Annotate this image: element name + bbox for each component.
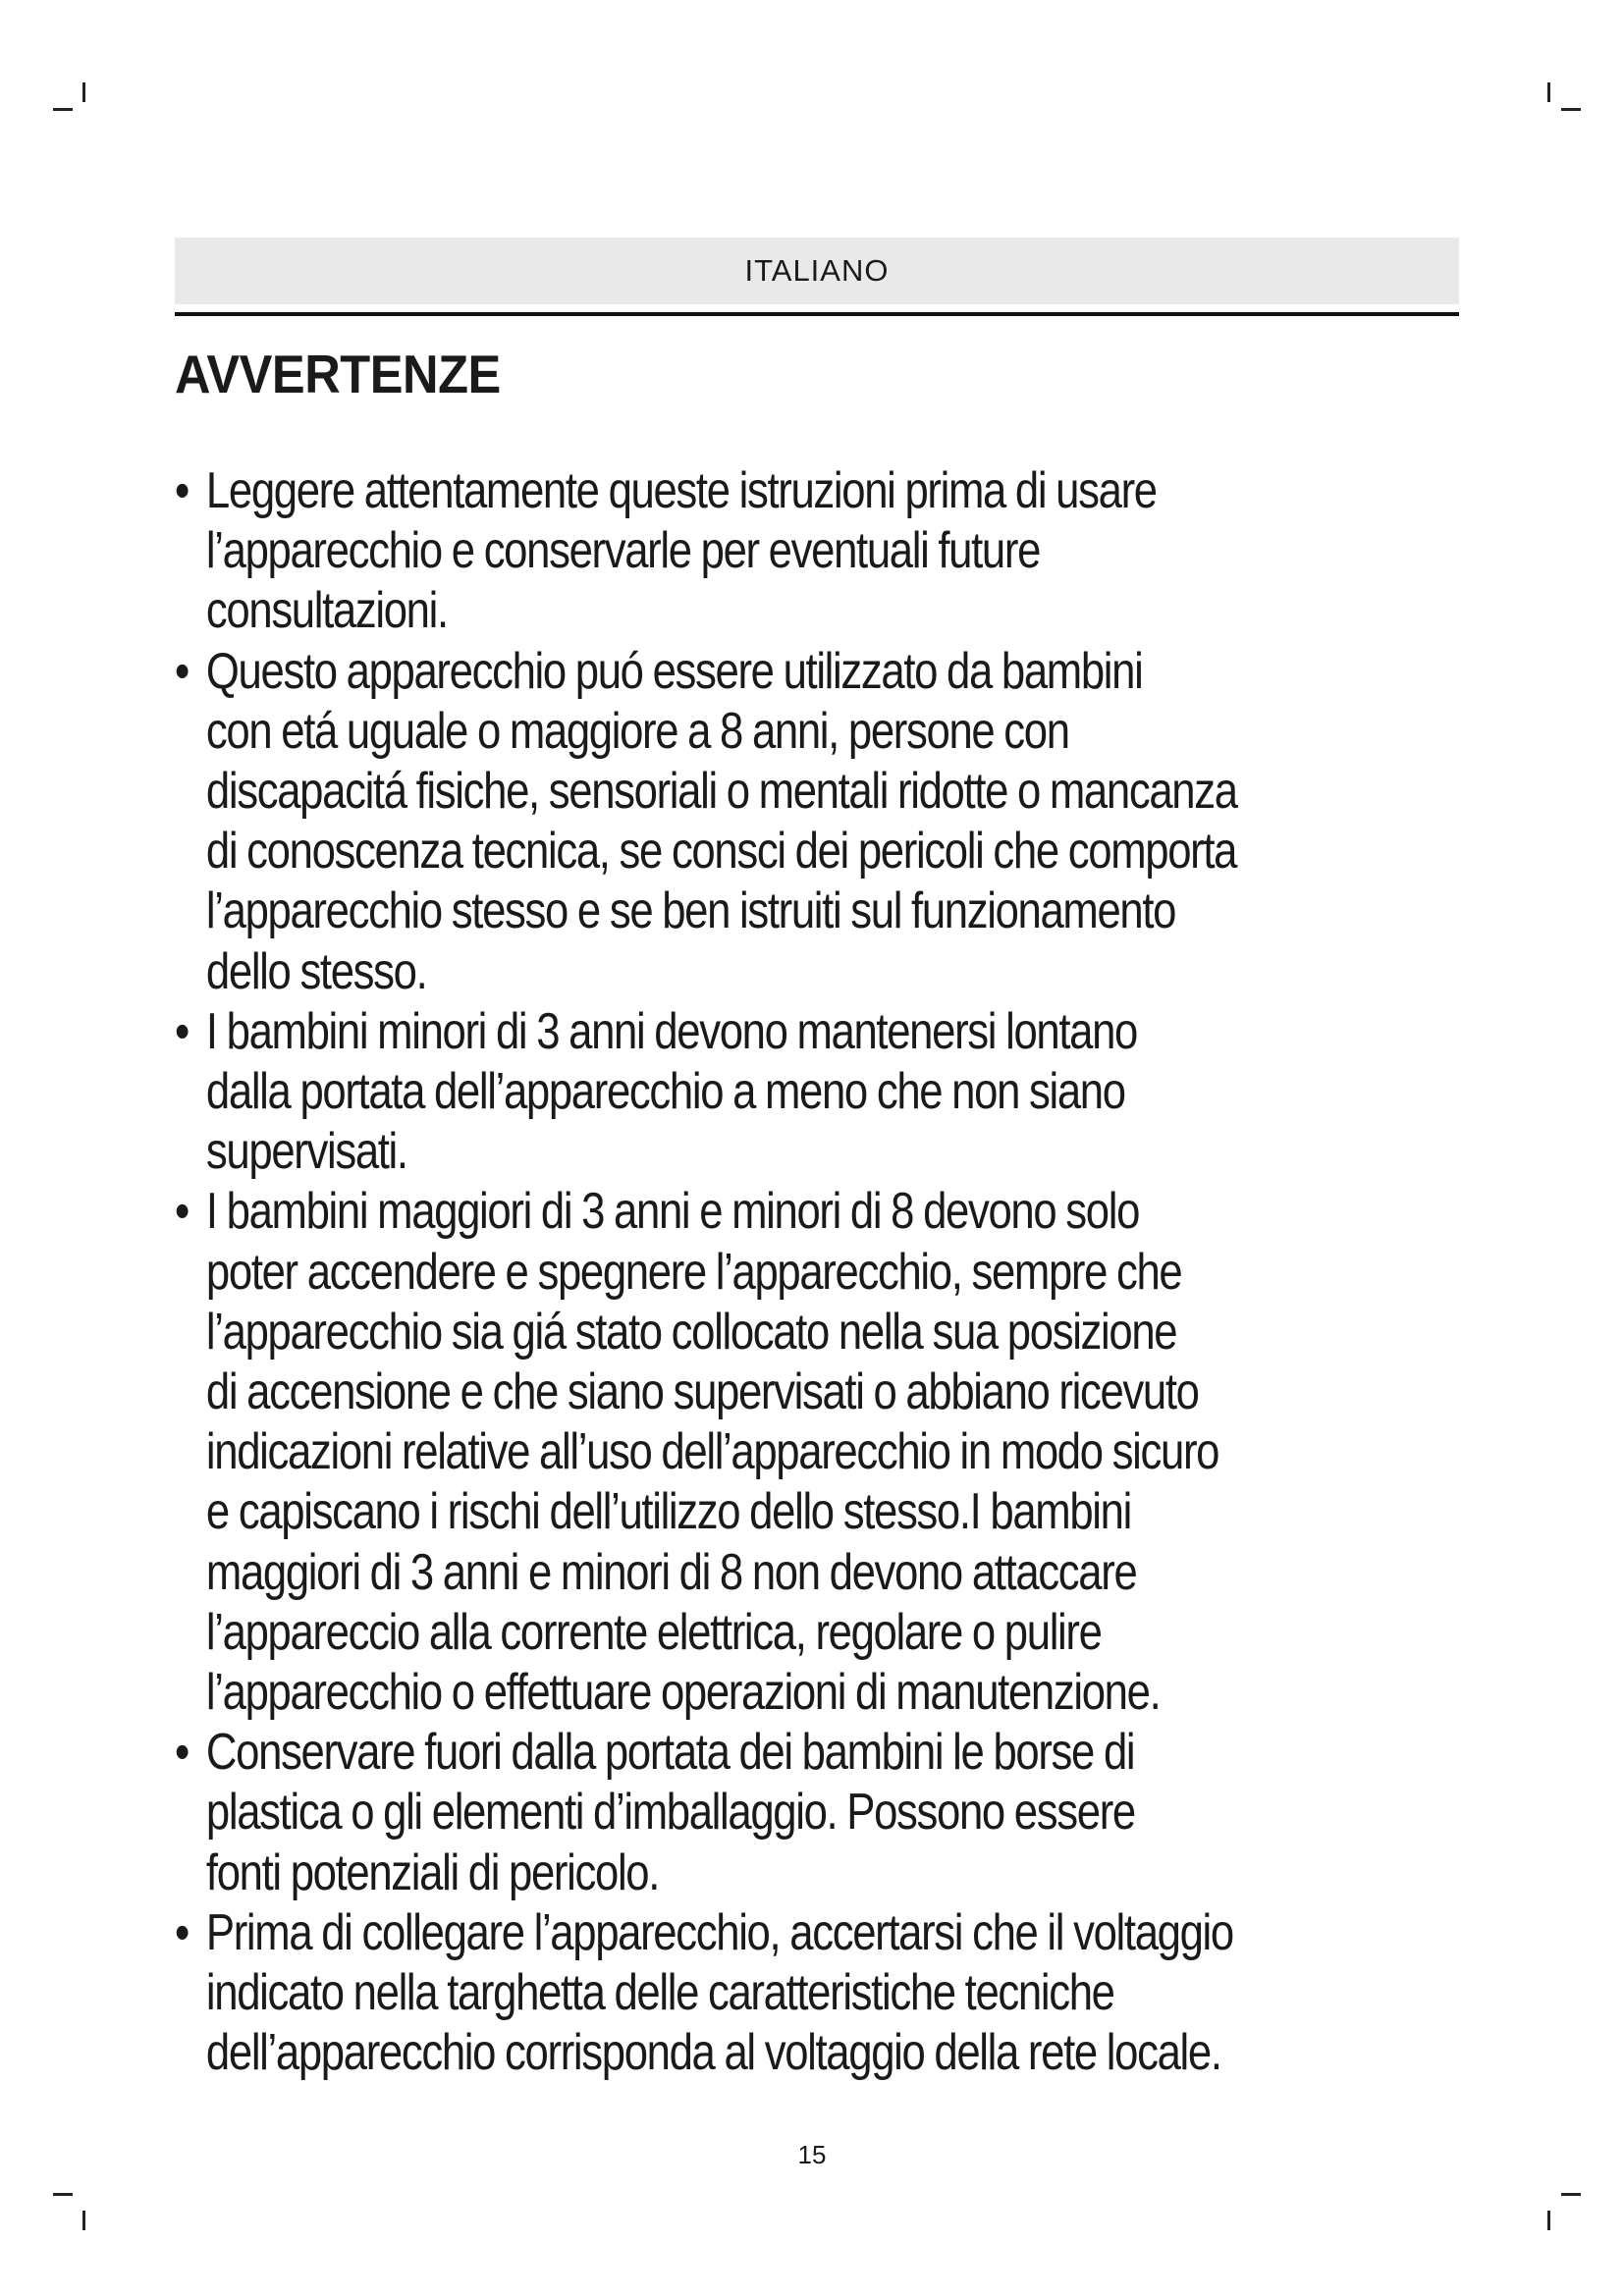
warning-line: l’apparecchio sia giá stato collocato nella sua posizione — [205, 1303, 1177, 1361]
warning-line: poter accendere e spegnere l’apparecchio, sempre che — [205, 1243, 1182, 1301]
warnings-list — [175, 461, 1481, 2083]
warning-line: fonti potenziali di pericolo. — [205, 1843, 660, 1901]
bullet-icon: • — [175, 642, 189, 700]
section-title: AVVERTENZE — [175, 344, 501, 404]
warning-line: consultazioni. — [205, 582, 448, 640]
warning-line: Questo apparecchio puó essere utilizzato da bambini — [205, 642, 1143, 700]
warning-line: dello stesso. — [205, 942, 427, 1000]
warning-line: plastica o gli elementi d’imballaggio. Possono essere — [205, 1784, 1135, 1842]
warning-line: dell’apparecchio corrisponda al voltaggio della rete locale. — [205, 2024, 1221, 2082]
language-label: ITALIANO — [744, 253, 890, 288]
warning-line: I bambini maggiori di 3 anni e minori di 8 devono solo — [205, 1183, 1140, 1241]
warning-line: l’apparecchio e conservarle per eventuali future — [205, 522, 1041, 580]
bullet-icon: • — [175, 1903, 189, 1961]
warning-item — [175, 1002, 1477, 1183]
warning-line: indicazioni relative all’uso dell’apparecchio in modo sicuro — [205, 1423, 1219, 1481]
crop-mark-bottom-right-v — [1547, 2211, 1550, 2230]
warning-line: Prima di collegare l’apparecchio, accertarsi che il voltaggio — [205, 1903, 1233, 1961]
warning-line: I bambini minori di 3 anni devono mantenersi lontano — [205, 1002, 1137, 1060]
warning-line: dalla portata dell’apparecchio a meno che non siano — [205, 1063, 1125, 1121]
warning-line: l’appareccio alla corrente elettrica, regolare o pulire — [205, 1603, 1102, 1661]
warning-line: con etá uguale o maggiore a 8 anni, persone con — [205, 702, 1069, 760]
warning-item — [175, 1182, 1477, 1723]
warning-line: maggiori di 3 anni e minori di 8 non devono attaccare — [205, 1543, 1137, 1601]
warning-item — [175, 461, 1477, 642]
warning-line: di accensione e che siano supervisati o abbiano ricevuto — [205, 1363, 1199, 1421]
warning-line: e capiscano i rischi dell’utilizzo dello stesso.I bambini — [205, 1483, 1131, 1541]
crop-mark-bottom-right-h — [1561, 2193, 1581, 2196]
page-number: 15 — [797, 2140, 827, 2169]
warning-item — [175, 1723, 1477, 1903]
warning-line: l’apparecchio stesso e se ben istruiti sul funzionamento — [205, 882, 1176, 940]
warning-line: discapacitá fisiche, sensoriali o mentali ridotte o mancanza — [205, 763, 1237, 821]
crop-mark-top-left-v — [82, 82, 85, 102]
crop-mark-bottom-left-v — [82, 2211, 85, 2230]
warning-line: supervisati. — [205, 1123, 407, 1181]
bullet-icon: • — [175, 462, 189, 519]
warning-line: Leggere attentamente queste istruzioni prima di usare — [205, 462, 1157, 519]
bullet-icon: • — [175, 1724, 189, 1782]
crop-mark-top-left-h — [53, 108, 73, 111]
warning-line: l’apparecchio o effettuare operazioni di manutenzione. — [205, 1664, 1161, 1722]
language-header — [175, 238, 1459, 304]
crop-mark-bottom-left-h — [53, 2193, 73, 2196]
warning-item — [175, 1903, 1477, 2084]
bullet-icon: • — [175, 1183, 189, 1241]
crop-mark-top-right-h — [1561, 108, 1581, 111]
warning-line: indicato nella targhetta delle caratteristiche tecniche — [205, 1964, 1114, 2022]
bullet-icon: • — [175, 1002, 189, 1060]
warning-line: di conoscenza tecnica, se consci dei pericoli che comporta — [205, 823, 1237, 881]
warning-item — [175, 642, 1477, 1002]
header-divider — [175, 312, 1459, 316]
warning-line: Conservare fuori dalla portata dei bambini le borse di — [205, 1724, 1135, 1782]
crop-mark-top-right-v — [1547, 82, 1550, 102]
